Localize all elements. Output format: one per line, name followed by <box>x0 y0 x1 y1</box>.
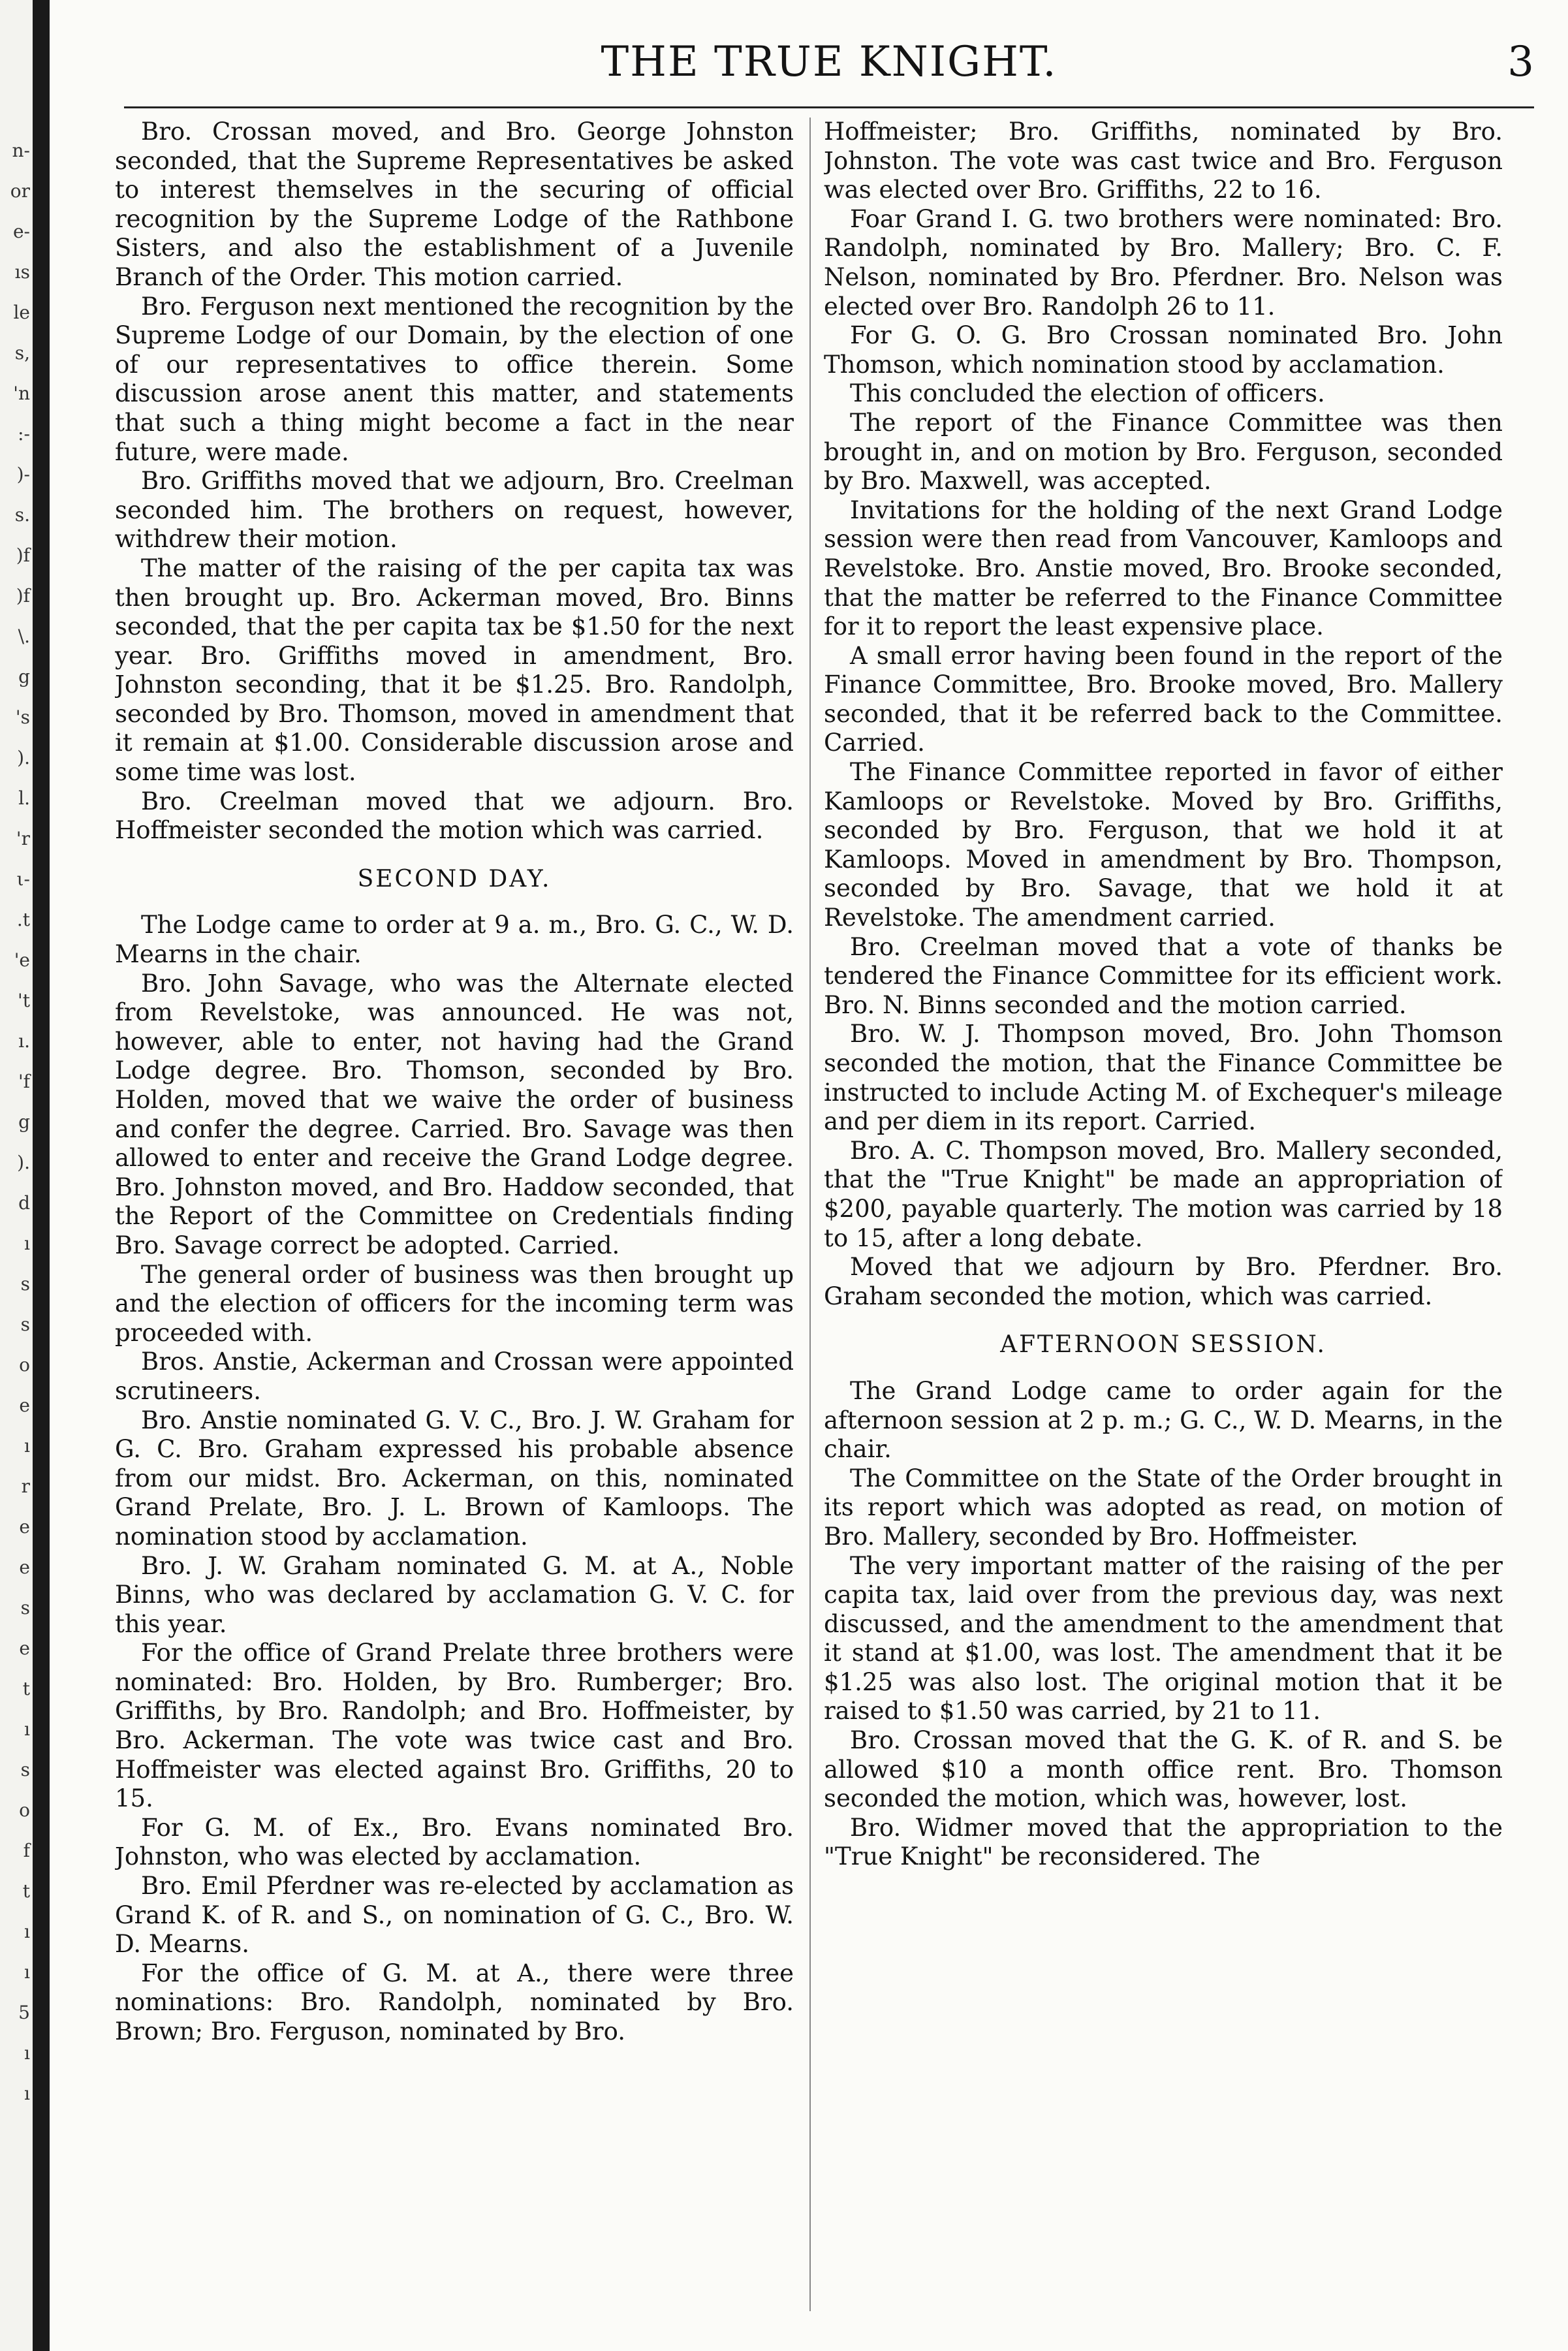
bleed-fragment: 5 <box>18 2002 30 2023</box>
right-paragraph: For G. O. G. Bro Crossan nominated Bro. John Thomson, which nomination stood by acclamation. <box>824 321 1503 379</box>
right-paragraph: The Grand Lodge came to order again for the afternoon session at 2 p. m.; G. C., W. D. Mearns, in the chair. <box>824 1376 1503 1464</box>
bleed-fragment: f <box>23 1840 30 1861</box>
column-divider <box>809 118 811 2311</box>
section-heading: SECOND DAY. <box>357 865 552 892</box>
right-paragraph: Bro. Creelman moved that a vote of thanks be tendered the Finance Committee for its efficient work. Bro. N. Binns seconded and the motion carried. <box>824 932 1503 1019</box>
bleed-fragment: ı <box>24 2083 30 2104</box>
bleed-fragment: t <box>22 1678 30 1699</box>
bleed-fragment: .t <box>16 909 30 930</box>
bleed-fragment: 'f <box>18 1071 30 1092</box>
right-paragraph: Bro. Crossan moved that the G. K. of R. and S. be allowed $10 a month office rent. Bro. Thomson seconded the motion, which was, however, lost. <box>824 1726 1503 1813</box>
bleed-fragment: s <box>20 1273 30 1295</box>
bleed-fragment: o <box>19 1799 30 1821</box>
left-paragraph: Bro. Ferguson next mentioned the recognition by the Supreme Lodge of our Domain, by the election of one of our representatives to office therein. Some discussion arose anent this matter, and statements that such a thing might become a fact in the near future, were made. <box>115 292 794 466</box>
bleed-fragment: s <box>20 1597 30 1618</box>
left-paragraph: Bro. Creelman moved that we adjourn. Bro. Hoffmeister seconded the motion which was carried. <box>115 787 794 845</box>
left-paragraph: Bros. Anstie, Ackerman and Crossan were appointed scrutineers. <box>115 1348 794 1405</box>
right-paragraph: Invitations for the holding of the next Grand Lodge session were then read from Vancouver, Kamloops and Revelstoke. Bro. Anstie moved, Bro. Brooke seconded, that the matter be referred to the Finance Committee for it to report the least expensive place. <box>824 496 1503 641</box>
bleed-fragment: ). <box>17 1152 30 1173</box>
right-paragraph: Bro. Widmer moved that the appropriation to the "True Knight" be reconsidered. The <box>824 1813 1503 1871</box>
bleed-fragment: e <box>19 1637 30 1659</box>
right-paragraph: The report of the Finance Committee was then brought in, and on motion by Bro. Ferguson, seconded by Bro. Maxwell, was accepted. <box>824 408 1503 496</box>
page-header <box>124 31 1534 110</box>
bleed-fragment: e <box>19 1395 30 1416</box>
left-paragraph: Bro. Griffiths moved that we adjourn, Bro. Creelman seconded him. The brothers on request, however, withdrew their motion. <box>115 467 794 554</box>
bleed-fragment: 't <box>18 990 30 1011</box>
bleed-fragment: n- <box>12 140 30 161</box>
right-paragraph: Bro. W. J. Thompson moved, Bro. John Thomson seconded the motion, that the Finance Committee be instructed to include Acting M. of Exchequer's mileage and per diem in its report. Carried. <box>824 1020 1503 1136</box>
bleed-fragment: e <box>19 1556 30 1578</box>
bleed-fragment: s <box>20 1759 30 1780</box>
bleed-fragment: o <box>19 1354 30 1376</box>
bleed-fragment: 'r <box>16 828 30 849</box>
bleed-fragment: 'n <box>13 383 30 404</box>
left-column <box>115 118 794 2324</box>
right-paragraph: A small error having been found in the report of the Finance Committee, Bro. Brooke moved, Bro. Mallery seconded, that it be referred back to the Committee. Carried. <box>824 641 1503 757</box>
bleed-fragment: :- <box>18 423 30 445</box>
left-paragraph: The matter of the raising of the per capita tax was then brought up. Bro. Ackerman moved, Bro. Binns seconded, that the per capita tax be $1.50 for the next year. Bro. Griffiths moved in amendment, Bro. Johnston seconding, that it be $1.25. Bro. Randolph, seconded by Bro. Thomson, moved in amendment that it remain at $1.00. Considerable discussion arose and some time was lost. <box>115 554 794 787</box>
bleed-fragment: ı. <box>18 1030 30 1052</box>
bleed-fragment: t <box>22 1880 30 1902</box>
bleed-fragment: g <box>18 1111 30 1133</box>
right-paragraph: Bro. A. C. Thompson moved, Bro. Mallery seconded, that the "True Knight" be made an appropriation of $200, payable quarterly. The motion was carried by 18 to 15, after a long debate. <box>824 1136 1503 1252</box>
running-title: THE TRUE KNIGHT. <box>601 38 1058 86</box>
bleed-fragment: l. <box>18 787 30 809</box>
right-paragraph: Moved that we adjourn by Bro. Pferdner. Bro. Graham seconded the motion, which was carried. <box>824 1253 1503 1310</box>
bleed-fragment: ı <box>24 1233 30 1254</box>
left-paragraph: The general order of business was then brought up and the election of officers for the incoming term was proceeded with. <box>115 1260 794 1347</box>
left-paragraph: The Lodge came to order at 9 a. m., Bro. G. C., W. D. Mearns in the chair. <box>115 911 794 969</box>
bleed-fragment: ı <box>24 1435 30 1457</box>
bleed-fragment: e- <box>12 221 30 242</box>
bleed-fragment: )- <box>16 464 30 485</box>
left-paragraph: For the office of Grand Prelate three brothers were nominated: Bro. Holden, by Bro. Rumberger; Bro. Griffiths, by Bro. Randolph; and Bro. Hoffmeister, by Bro. Ackerman. The vote was twice cast and Bro. Hoffmeister was elected against Bro. Griffiths, 20 to 15. <box>115 1639 794 1813</box>
right-paragraph: Hoffmeister; Bro. Griffiths, nominated by Bro. Johnston. The vote was cast twice and Bro. Ferguson was elected over Bro. Griffiths, 22 to 16. <box>824 118 1503 204</box>
bleed-fragment: s, <box>14 342 30 364</box>
left-paragraph: Bro. J. W. Graham nominated G. M. at A., Noble Binns, who was declared by acclamation G. V. C. for this year. <box>115 1551 794 1638</box>
left-paragraph: Bro. Crossan moved, and Bro. George Johnston seconded, that the Supreme Representatives be asked to interest themselves in the securing of official recognition by the Supreme Lodge of the Rathbone Sisters, and also the establishment of a Juvenile Branch of the Order. This motion carried. <box>115 118 794 291</box>
bleed-fragment: )f <box>16 544 30 566</box>
right-paragraph: Foar Grand I. G. two brothers were nominated: Bro. Randolph, nominated by Bro. Mallery; Bro. C. F. Nelson, nominated by Bro. Pferdner. Bro. Nelson was elected over Bro. Randolph 26 to 11. <box>824 204 1503 321</box>
bleed-fragment: ). <box>17 747 30 768</box>
right-column <box>824 118 1503 2324</box>
bleed-fragment: or <box>10 180 30 202</box>
left-paragraph: For G. M. of Ex., Bro. Evans nominated Bro. Johnston, who was elected by acclamation. <box>115 1813 794 1871</box>
bleed-fragment: ı <box>24 1961 30 1983</box>
right-paragraph: This concluded the election of officers. <box>850 379 1325 408</box>
bleed-fragment: ı <box>24 1921 30 1942</box>
bleed-fragment: d <box>18 1192 30 1214</box>
binding-spine <box>33 0 50 2351</box>
bleed-fragment: g <box>18 666 30 687</box>
left-paragraph: Bro. Anstie nominated G. V. C., Bro. J. W. Graham for G. C. Bro. Graham expressed his probable absence from our midst. Bro. Ackerman, on this, nominated Grand Prelate, Bro. J. L. Brown of Kamloops. The nomination stood by acclamation. <box>115 1406 794 1551</box>
bleed-fragment: ı <box>24 1718 30 1740</box>
bleed-fragment: ı <box>24 2042 30 2064</box>
bleed-fragment: ι- <box>16 868 30 890</box>
header-rule <box>124 106 1534 108</box>
bleed-fragment: s <box>20 1314 30 1335</box>
bleed-fragment: s. <box>14 504 30 526</box>
section-heading: AFTERNOON SESSION. <box>1000 1331 1326 1359</box>
left-paragraph: Bro. John Savage, who was the Alternate elected from Revelstoke, was announced. He was not, however, able to enter, not having had the Grand Lodge degree. Bro. Thomson, seconded by Bro. Holden, moved that we waive the order of business and confer the degree. Carried. Bro. Savage was then allowed to enter and receive the Grand Lodge degree. Bro. Johnston moved, and Bro. Haddow seconded, that the Report of the Committee on Credentials finding Bro. Savage correct be adopted. Carried. <box>115 969 794 1259</box>
bleed-fragment: )f <box>16 585 30 607</box>
bleed-fragment: e <box>19 1516 30 1538</box>
left-paragraph: For the office of G. M. at A., there were three nominations: Bro. Randolph, nominated by Bro. Brown; Bro. Ferguson, nominated by Bro. <box>115 1959 794 2045</box>
adjacent-page-bleed <box>0 131 30 2114</box>
bleed-fragment: le <box>13 302 30 323</box>
right-paragraph: The very important matter of the raising of the per capita tax, laid over from the previous day, was next discussed, and the amendment to the amendment that it stand at $1.00, was lost. The amendment that it be $1.25 was also lost. The original motion that it be raised to $1.50 was carried, by 21 to 11. <box>824 1551 1503 1726</box>
right-paragraph: The Committee on the State of the Order brought in its report which was adopted as read, on motion of Bro. Mallery, seconded by Bro. Hoffmeister. <box>824 1464 1503 1551</box>
bleed-fragment: 'e <box>14 949 30 971</box>
bleed-fragment: r <box>21 1475 30 1497</box>
bleed-fragment: 's <box>15 706 30 728</box>
right-paragraph: The Finance Committee reported in favor of either Kamloops or Revelstoke. Moved by Bro. Griffiths, seconded by Bro. Ferguson, that we hold it at Kamloops. Moved in amendment by Bro. Thompson, seconded by Bro. Savage, that we hold it at Revelstoke. The amendment carried. <box>824 758 1503 932</box>
bleed-fragment: \. <box>18 625 30 647</box>
page-number: 3 <box>1507 38 1534 86</box>
left-paragraph: Bro. Emil Pferdner was re-elected by acclamation as Grand K. of R. and S., on nomination of G. C., Bro. W. D. Mearns. <box>115 1872 794 1959</box>
bleed-fragment: ıs <box>14 261 30 283</box>
